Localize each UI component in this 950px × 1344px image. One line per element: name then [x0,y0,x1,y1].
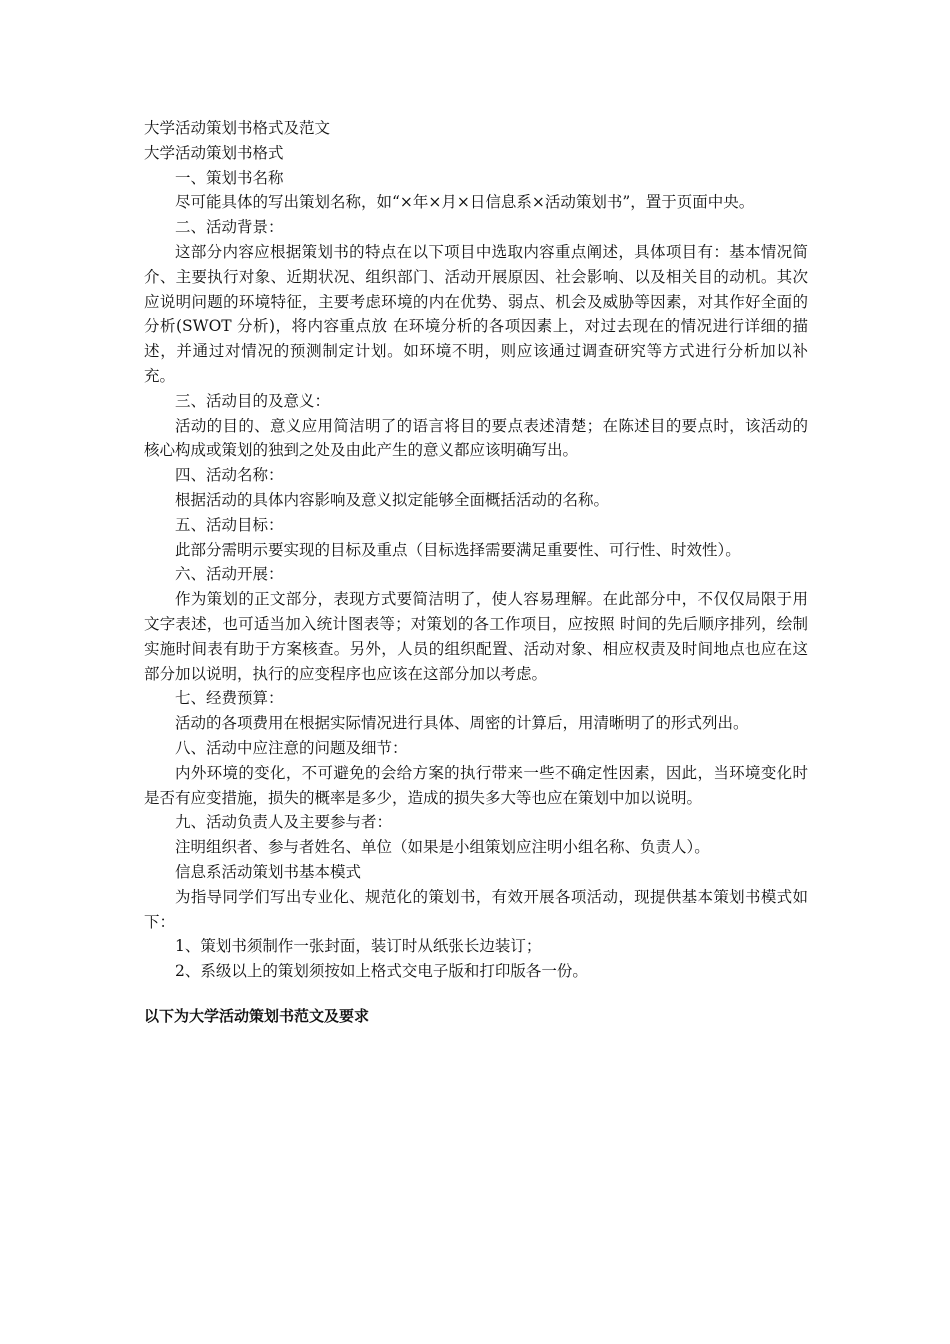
section-body-5: 此部分需明示要实现的目标及重点（目标选择需要满足重要性、可行性、时效性）。 [175,540,741,559]
doc-subtitle: 大学活动策划书格式 [144,143,284,162]
section-body-4: 根据活动的具体内容影响及意义拟定能够全面概括活动的名称。 [175,490,610,509]
section-heading-9: 九、活动负责人及主要参与者： [175,813,393,832]
section-heading-5: 五、活动目标： [175,515,284,534]
section-heading-2: 二、活动背景： [175,218,284,237]
section-body-2: 这部分内容应根据策划书的特点在以下项目中选取内容重点阐述，具体项目有：基本情况简介、主要执行对象、近期状况、组织部门、活动开展原因、社会影响、以及相关目的动机。其次应说明问题的环境特征，主要考虑环境的内在优势、弱点、机会及威胁等因素，对其作好全面的分析(SWOT 分析)，将内容重点放 在环境分析的各项因素上，对过去现在的情况进行详细的描述，并通过对情况的预测制定计划。如环境不明，则应该通过调查研究等方式进行分析加以补充。 [144,242,808,385]
section-body-3: 活动的目的、意义应用简洁明了的语言将目的要点表述清楚；在陈述目的要点时，该活动的核心构成或策划的独到之处及由此产生的意义都应该明确写出。 [144,416,808,460]
list-item: 1、策划书须制作一张封面，装订时从纸张长边装订； [175,937,542,956]
section-body-7: 活动的各项费用在根据实际情况进行具体、周密的计算后，用清晰明了的形式列出。 [175,714,749,733]
footer-heading: 以下为大学活动策划书范文及要求 [144,1006,370,1025]
document-page [144,116,808,1029]
list-item: 2、系级以上的策划须按如上格式交电子版和打印版各一份。 [175,962,588,981]
doc-title: 大学活动策划书格式及范文 [144,119,331,137]
section-body-6: 作为策划的正文部分，表现方式要简洁明了，使人容易理解。在此部分中，不仅仅局限于用文字表述，也可适当加入统计图表等；对策划的各工作项目，应按照 时间的先后顺序排列，绘制实施时间表有助于方案核查。另外，人员的组织配置、活动对象、相应权责及时间地点也应在这部分加以说明，执行的应变程序也应该在这部分加以考虑。 [144,590,808,683]
section-heading-6: 六、活动开展： [175,565,284,584]
section-body-8: 内外环境的变化，不可避免的会给方案的执行带来一些不确定性因素，因此，当环境变化时是否有应变措施，损失的概率是多少，造成的损失多大等也应在策划中加以说明。 [144,763,808,807]
section-heading-8: 八、活动中应注意的问题及细节： [175,738,408,757]
section-body-1: 尽可能具体的写出策划名称，如“×年×月×日信息系×活动策划书”，置于页面中央。 [175,193,755,212]
section-heading-4: 四、活动名称： [175,466,284,485]
section-heading-7: 七、经费预算： [175,689,284,708]
template-body: 为指导同学们写出专业化、规范化的策划书，有效开展各项活动，现提供基本策划书模式如下： [144,887,808,931]
section-heading-3: 三、活动目的及意义： [175,391,331,410]
template-heading: 信息系活动策划书基本模式 [175,862,362,881]
section-heading-1: 一、策划书名称 [175,168,284,187]
section-body-9: 注明组织者、参与者姓名、单位（如果是小组策划应注明小组名称、负责人）。 [175,838,710,857]
